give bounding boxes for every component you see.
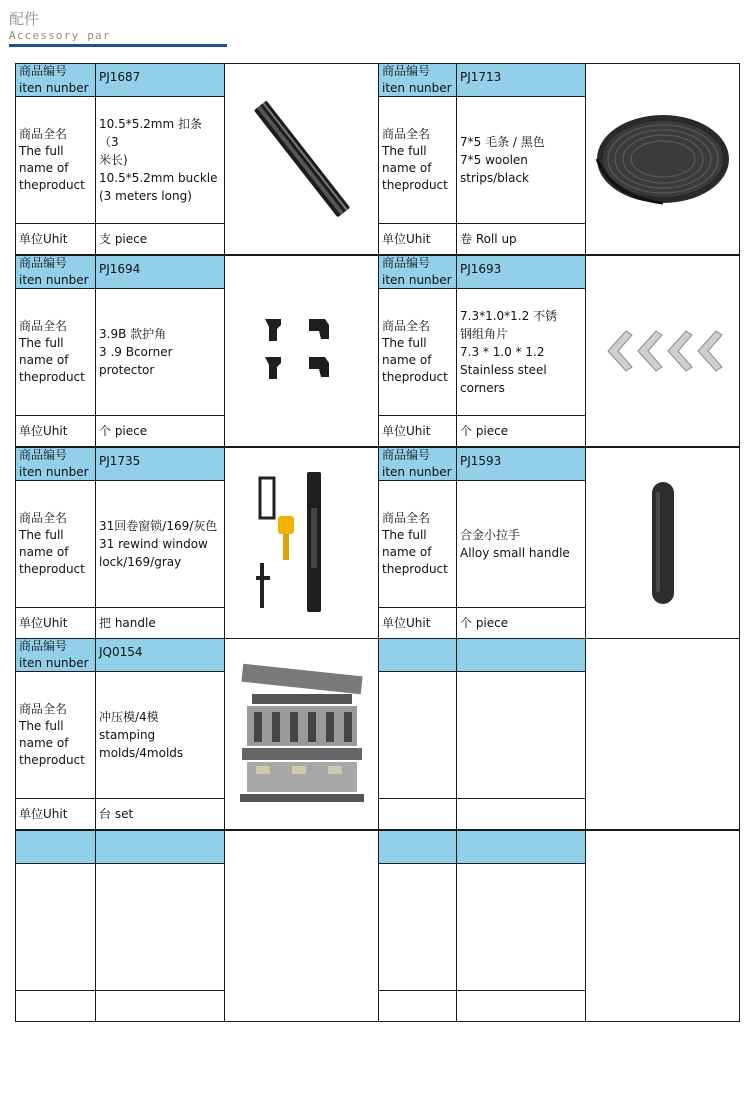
item-number-value [456,255,586,289]
product-name-line: 7.3 * 1.0 * 1.2 [460,345,545,359]
item-number-label [378,447,457,481]
item-number: PJ1687 [99,70,141,84]
full-name-label-en: name of [19,545,69,559]
unit-value-text: 个 piece [460,424,509,438]
full-name-label-en: name of [382,353,432,367]
black-wool-strip-roll-icon [593,109,733,209]
product-name-line: 7*5 woolen [460,153,528,167]
item-number-label [15,255,96,289]
full-name-label-en: theproduct [19,370,85,384]
product-image [224,255,379,447]
black-corner-protectors-icon [257,311,347,391]
product-image [224,638,379,830]
full-name-label [378,96,457,224]
product-name-line: corners [460,381,505,395]
product-name-line: 冲压模/4模 [99,710,159,724]
empty-item-number-label [378,830,457,864]
unit-value [456,415,586,447]
page-title-cn: 配件 [9,10,40,28]
full-name-label-en: The full [382,336,427,350]
unit-label-text: 单位Uhit [19,615,68,630]
empty-item-number-value [95,830,225,864]
unit-value-text: 个 piece [460,616,509,630]
unit-label [378,415,457,447]
product-name-line: 7*5 毛条 / 黑色 [460,135,545,149]
product-name-line: 钢组角片 [460,327,509,341]
item-number-label-en: iten nunber [19,273,89,287]
full-name-label-en: theproduct [382,178,448,192]
full-name-label-en: The full [19,719,64,733]
full-name-label-en: name of [19,736,69,750]
full-name-label-en: theproduct [382,370,448,384]
unit-value-text: 支 piece [99,232,148,246]
item-number-label [378,63,457,97]
full-name-label-en: The full [382,144,427,158]
item-number: PJ1694 [99,262,141,276]
full-name-label-cn: 商品全名 [19,319,68,333]
full-name-label-cn: 商品全名 [19,511,68,525]
full-name-label-en: name of [19,161,69,175]
item-number-label [15,447,96,481]
full-name-label-cn: 商品全名 [382,511,431,525]
empty-item-number-label [15,830,96,864]
item-number-value [95,63,225,97]
full-name-label-en: The full [382,528,427,542]
product-name-line: (3 meters long) [99,189,192,203]
unit-value-text: 卷 Roll up [460,232,517,246]
unit-value-text: 台 set [99,807,134,821]
item-number-label-cn: 商品编号 [382,64,431,78]
product-name-line: 米长) [99,153,128,167]
product-full-name [95,288,225,416]
item-number: PJ1713 [460,70,502,84]
empty-full-name-value [456,863,586,991]
item-number-label [378,255,457,289]
product-name-line: 10.5*5.2mm buckle [99,171,218,185]
unit-label-text: 单位Uhit [19,423,68,438]
empty-item-number-label [378,638,457,672]
empty-full-name-label [378,863,457,991]
empty-item-number-value [456,830,586,864]
item-number-label-en: iten nunber [19,465,89,479]
product-name-line: stamping [99,728,156,742]
full-name-label-en: The full [19,528,64,542]
full-name-label-en: The full [19,336,64,350]
empty-product-image [224,830,379,1022]
empty-product-image [585,830,740,1022]
item-number-value [95,447,225,481]
full-name-label-en: name of [19,353,69,367]
unit-label-text: 单位Uhit [19,806,68,821]
full-name-label-en: The full [19,144,64,158]
full-name-label-en: theproduct [382,562,448,576]
empty-unit-label [378,990,457,1022]
unit-label [15,607,96,639]
item-number-label-cn: 商品编号 [382,256,431,270]
product-name-line: lock/169/gray [99,555,182,569]
full-name-label-cn: 商品全名 [382,127,431,141]
item-number-label-cn: 商品编号 [19,448,68,462]
aluminum-buckle-strip-icon [252,97,352,222]
full-name-label [15,480,96,608]
empty-product-image [585,638,740,830]
empty-full-name-value [456,671,586,799]
product-name-line: 合金小拉手 [460,528,521,542]
stainless-corner-pieces-icon [600,321,725,381]
item-number-value [95,638,225,672]
item-number: PJ1693 [460,262,502,276]
empty-full-name-label [378,671,457,799]
window-lock-set-icon [252,468,352,618]
unit-label [15,223,96,255]
item-number-label-cn: 商品编号 [19,639,68,653]
product-name-line: Alloy small handle [460,546,570,560]
product-image [585,255,740,447]
item-number-value [456,447,586,481]
unit-label [15,798,96,830]
stamping-mold-machine-icon [232,662,372,807]
unit-label [378,223,457,255]
unit-label [378,607,457,639]
product-name-line: 7.3*1.0*1.2 不锈 [460,309,558,323]
full-name-label [15,96,96,224]
product-name-line: strips/black [460,171,529,185]
product-full-name [456,288,586,416]
item-number-label-cn: 商品编号 [19,64,68,78]
empty-unit-value [95,990,225,1022]
empty-full-name-label [15,863,96,991]
unit-value-text: 把 handle [99,616,156,630]
full-name-label [15,288,96,416]
full-name-label-en: theproduct [19,178,85,192]
item-number-label-en: iten nunber [382,273,452,287]
empty-unit-label [15,990,96,1022]
item-number-label-cn: 商品编号 [19,256,68,270]
product-name-line: 31 rewind window [99,537,208,551]
item-number-value [95,255,225,289]
item-number-label-en: iten nunber [382,465,452,479]
product-name-line: 10.5*5.2mm 扣条（3 [99,117,202,149]
unit-label-text: 单位Uhit [382,231,431,246]
empty-unit-value [456,990,586,1022]
header-rule [9,44,227,47]
full-name-label-en: name of [382,545,432,559]
product-full-name [95,671,225,799]
product-name-line: 3.9B 款护角 [99,327,167,341]
product-full-name [456,480,586,608]
item-number-label-en: iten nunber [382,81,452,95]
product-image [585,447,740,639]
full-name-label-en: theproduct [19,562,85,576]
product-full-name [95,480,225,608]
unit-label-text: 单位Uhit [382,615,431,630]
unit-value [456,607,586,639]
item-number-label-en: iten nunber [19,81,89,95]
page-title-en: Accessory par [9,29,111,42]
empty-item-number-value [456,638,586,672]
unit-value [456,223,586,255]
item-number: PJ1735 [99,454,141,468]
empty-full-name-value [95,863,225,991]
item-number-label-cn: 商品编号 [382,448,431,462]
product-image [585,63,740,255]
product-name-line: molds/4molds [99,746,184,760]
full-name-label [378,480,457,608]
product-name-line: 31回卷窗锁/169/灰色 [99,519,218,533]
item-number-value [456,63,586,97]
product-name-line: 3 .9 Bcorner [99,345,173,359]
product-name-line: protector [99,363,155,377]
item-number-label-en: iten nunber [19,656,89,670]
product-image [224,63,379,255]
unit-value-text: 个 piece [99,424,148,438]
empty-unit-value [456,798,586,830]
empty-unit-label [378,798,457,830]
full-name-label-cn: 商品全名 [382,319,431,333]
unit-value [95,223,225,255]
full-name-label-cn: 商品全名 [19,127,68,141]
item-number-label [15,63,96,97]
unit-value [95,798,225,830]
full-name-label [378,288,457,416]
alloy-pull-handle-icon [648,478,678,608]
product-image [224,447,379,639]
item-number: PJ1593 [460,454,502,468]
full-name-label-cn: 商品全名 [19,702,68,716]
full-name-label-en: name of [382,161,432,175]
item-number: JQ0154 [99,645,143,659]
unit-label-text: 单位Uhit [382,423,431,438]
unit-label [15,415,96,447]
unit-label-text: 单位Uhit [19,231,68,246]
item-number-label [15,638,96,672]
unit-value [95,415,225,447]
product-name-line: Stainless steel [460,363,547,377]
full-name-label [15,671,96,799]
product-full-name [95,96,225,224]
full-name-label-en: theproduct [19,753,85,767]
unit-value [95,607,225,639]
product-full-name [456,96,586,224]
